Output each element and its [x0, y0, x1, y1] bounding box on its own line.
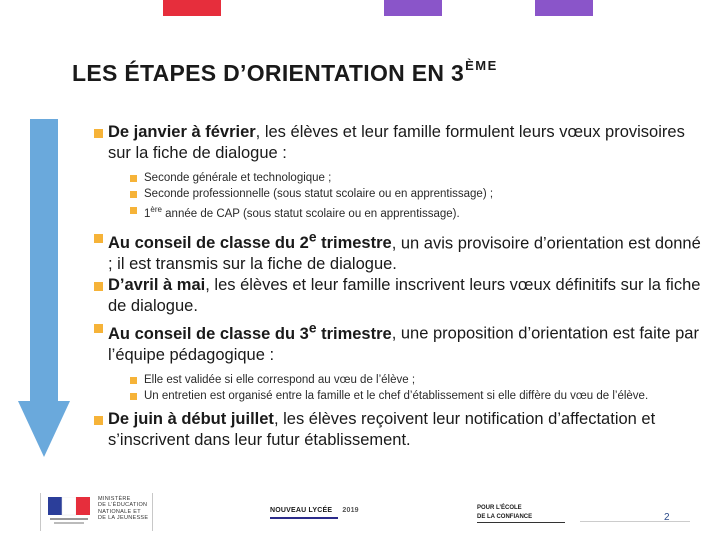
sub-a-2-text: Seconde professionnelle (sous statut scolaire ou en apprentissage) ;: [144, 188, 494, 200]
sub-a-2: [87, 186, 707, 202]
bullet-2-text: , un avis provisoire d’orientation est donné ; il est transmis sur la fiche de dialogue.: [108, 234, 701, 274]
bullet-1-text: , les élèves et leur famille formulent leurs vœux provisoires sur la fiche de dialogue :: [108, 123, 685, 162]
timeline-arrow-icon: [18, 119, 70, 459]
page-number: 2: [664, 512, 670, 523]
sub-a-3-post: année de CAP (sous statut scolaire ou en apprentissage).: [161, 207, 460, 220]
bullet-1: [87, 122, 707, 164]
bullet-5-text: , les élèves reçoivent leur notification d’affectation et s’inscrivent dans leur futur établissement.: [108, 409, 656, 449]
bullet-2: [87, 227, 707, 276]
bullet-1-bold: De janvier à février: [108, 123, 256, 141]
sub-b-1: [87, 372, 707, 388]
bullet-5-bold: De juin à début juillet: [108, 409, 274, 428]
ecole-line-2: DE LA CONFIANCE: [477, 514, 533, 520]
sub-a-3: [87, 202, 707, 222]
bullet-square-icon: [94, 129, 103, 138]
bullet-square-icon: [94, 282, 103, 291]
bullet-4: [87, 317, 707, 366]
marianne-logo-icon: [48, 497, 90, 527]
topbar-red-1: [163, 0, 221, 16]
footer-divider: [580, 521, 690, 522]
lycee-logo: [270, 507, 359, 514]
bullet-4-bold: Au conseil de classe du 3e trimestre: [108, 320, 392, 343]
ministry-name: MINISTÈRE DE L’ÉDUCATION NATIONALE ET DE LA JEUNESSE: [98, 496, 149, 521]
sub-square-icon: [130, 191, 137, 198]
sub-a-1-text: Seconde générale et technologique ;: [144, 172, 332, 184]
lycee-logo-text: NOUVEAU LYCÉE: [270, 507, 333, 514]
sub-square-icon: [130, 207, 137, 214]
lycee-underline: [270, 517, 338, 519]
bullet-3-text: , les élèves et leur famille inscrivent leurs vœux définitifs sur la fiche de dialogue.: [108, 276, 701, 316]
bullet-3: [87, 275, 707, 317]
bullet-5: [87, 409, 707, 451]
sub-square-icon: [130, 175, 137, 182]
sub-a-3-sup: ère: [150, 205, 162, 214]
bullet-2-bold: Au conseil de classe du 2e trimestre: [108, 229, 392, 253]
ecole-underline: [477, 522, 565, 523]
bullet-4-text: , une proposition d’orientation est faite par l’équipe pédagogique :: [108, 324, 699, 364]
sub-b-2: [87, 388, 707, 404]
title-sup: ÈME: [465, 58, 498, 73]
bullet-square-icon: [94, 234, 103, 243]
sub-square-icon: [130, 393, 137, 400]
sub-a-3-pre: 1: [144, 207, 151, 220]
topbar-purple-2: [535, 0, 593, 16]
lycee-logo-year: 2019: [342, 507, 359, 514]
page-title: [72, 60, 498, 87]
title-main: LES ÉTAPES D’ORIENTATION EN 3: [72, 60, 465, 86]
sub-a-1: [87, 170, 707, 186]
bullet-square-icon: [94, 324, 103, 333]
sub-b-1-text: Elle est validée si elle correspond au vœu de l’élève ;: [144, 373, 416, 386]
bullet-3-bold: D’avril à mai: [108, 276, 206, 295]
ecole-confiance-logo: [477, 504, 532, 522]
ecole-line-1: POUR L’ÉCOLE: [477, 505, 522, 511]
sub-square-icon: [130, 377, 137, 384]
content-body: [87, 122, 707, 451]
bullet-square-icon: [94, 416, 103, 425]
sub-b-2-text: Un entretien est organisé entre la famille et le chef d’établissement si elle diffère du vœu de l’élève.: [144, 389, 649, 402]
topbar-purple-1: [384, 0, 442, 16]
